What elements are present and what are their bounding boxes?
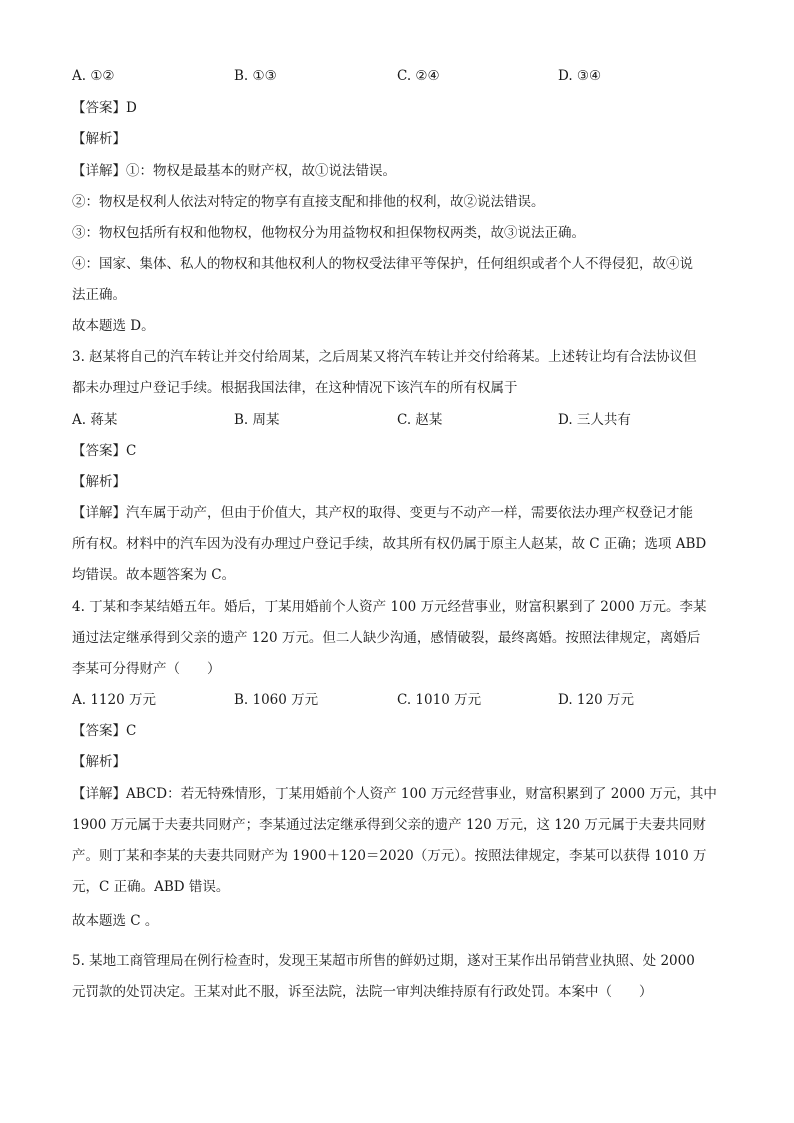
q4-stem-line: 通过法定继承得到父亲的遗产 120 万元。但二人缺少沟通，感情破裂，最终离婚。按照法律规定，离婚后 [72, 630, 701, 646]
q4-option-a: A. 1120 万元 [72, 692, 156, 708]
q3-detail-line: 【详解】汽车属于动产，但由于价值大，其产权的取得、变更与不动产一样，需要依法办理产权登记才能 [72, 505, 693, 521]
q4-detail-line: 元，C 正确。ABD 错误。 [72, 879, 230, 895]
q3-detail-line: 所有权。材料中的汽车因为没有办理过户登记手续，故其所有权仍属于原主人赵某，故 C 正确；选项 ABD [72, 536, 707, 552]
q4-stem-line: 李某可分得财产（ ） [72, 661, 221, 677]
q4-answer: 【答案】C [72, 723, 137, 739]
q2-option-c: C. ②④ [397, 68, 440, 84]
q3-analysis-label: 【解析】 [72, 474, 126, 490]
q2-option-b: B. ①③ [234, 68, 277, 84]
q2-option-d: D. ③④ [558, 68, 602, 84]
q4-stem-line: 4. 丁某和李某结婚五年。婚后，丁某用婚前个人资产 100 万元经营事业，财富积累到了 2000 万元。李某 [72, 599, 707, 615]
q3-detail-line: 均错误。故本题答案为 C。 [72, 567, 236, 583]
q2-detail-line: 【详解】①：物权是最基本的财产权，故①说法错误。 [72, 163, 396, 179]
q2-detail-line: 故本题选 D。 [72, 318, 155, 334]
q3-answer: 【答案】C [72, 443, 137, 459]
q2-analysis-label: 【解析】 [72, 131, 126, 147]
q3-option-c: C. 赵某 [397, 412, 443, 428]
q3-option-a: A. 蒋某 [72, 412, 118, 428]
q3-stem-line: 都未办理过户登记手续。根据我国法律，在这种情况下该汽车的所有权属于 [72, 380, 518, 396]
q3-option-b: B. 周某 [234, 412, 280, 428]
q4-option-d: D. 120 万元 [558, 692, 634, 708]
q4-analysis-label: 【解析】 [72, 754, 126, 770]
q4-detail-line: 【详解】ABCD：若无特殊情形，丁某用婚前个人资产 100 万元经营事业，财富积累到了 2000 万元，其中 [72, 786, 717, 802]
q5-stem-line: 5. 某地工商管理局在例行检查时，发现王某超市所售的鲜奶过期，遂对王某作出吊销营业执照、处 2000 [72, 953, 695, 969]
q2-detail-line: ②：物权是权利人依法对特定的物享有直接支配和排他的权利，故②说法错误。 [72, 194, 545, 210]
q4-detail-line: 故本题选 C 。 [72, 913, 159, 929]
q3-option-d: D. 三人共有 [558, 412, 631, 428]
q3-stem-line: 3. 赵某将自己的汽车转让并交付给周某，之后周某又将汽车转让并交付给蒋某。上述转让均有合法协议但 [72, 349, 697, 365]
q2-detail-line: 法正确。 [72, 287, 126, 303]
q4-detail-line: 产。则丁某和李某的夫妻共同财产为 1900＋120＝2020（万元）。按照法律规定，李某可以获得 1010 万 [72, 848, 707, 864]
q2-option-a: A. ①② [72, 68, 115, 84]
q5-stem-line: 元罚款的处罚决定。王某对此不服，诉至法院，法院一审判决维持原有行政处罚。本案中（ ） [72, 984, 653, 1000]
q2-detail-line: ③：物权包括所有权和他物权，他物权分为用益物权和担保物权两类，故③说法正确。 [72, 225, 585, 241]
q2-detail-line: ④：国家、集体、私人的物权和其他权利人的物权受法律平等保护，任何组织或者个人不得侵犯，故④说 [72, 256, 693, 272]
q4-detail-line: 1900 万元属于夫妻共同财产；李某通过法定继承得到父亲的遗产 120 万元，这 120 万元属于夫妻共同财 [72, 817, 706, 833]
q4-option-c: C. 1010 万元 [397, 692, 482, 708]
q4-option-b: B. 1060 万元 [234, 692, 319, 708]
q2-answer: 【答案】D [72, 100, 137, 116]
